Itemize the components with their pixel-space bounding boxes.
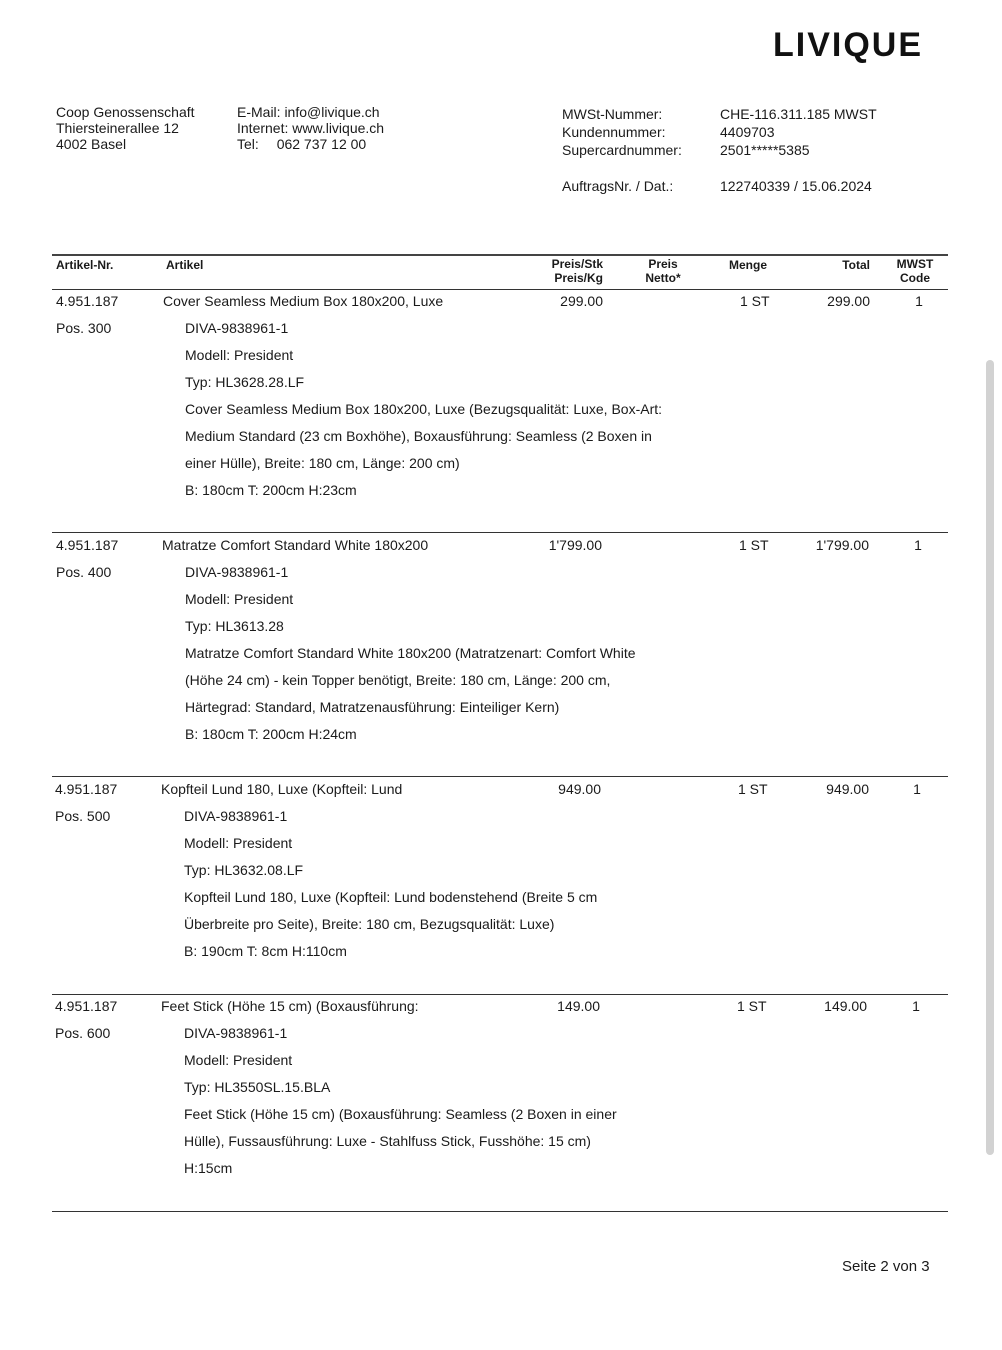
item-total: 299.00	[827, 293, 870, 309]
item-detail: Härtegrad: Standard, Matratzenausführung: Einteiliger Kern)	[185, 699, 560, 715]
item-detail: Modell: President	[185, 591, 294, 607]
table-bottom-rule	[52, 1211, 948, 1212]
item-detail: Typ: HL3632.08.LF	[184, 862, 304, 878]
item-price: 299.00	[560, 293, 603, 309]
item-mwst-code: 1	[913, 781, 921, 797]
address-line: 4002 Basel	[56, 136, 127, 152]
item-detail: Medium Standard (23 cm Boxhöhe), Boxausführung: Seamless (2 Boxen in	[185, 428, 652, 444]
item-detail: Überbreite pro Seite), Breite: 180 cm, Bezugsqualität: Luxe)	[184, 916, 555, 932]
mwst-value: CHE-116.311.185 MWST	[720, 106, 877, 122]
header-artikelnr: Artikel-Nr.	[56, 258, 114, 272]
item-detail: Matratze Comfort Standard White 180x200 (Matratzenart: Comfort White	[185, 645, 636, 661]
artikel-nr: 4.951.187	[56, 293, 119, 309]
header-menge: Menge	[729, 258, 768, 272]
item-detail: einer Hülle), Breite: 180 cm, Länge: 200 cm)	[185, 455, 460, 471]
item-title: Cover Seamless Medium Box 180x200, Luxe	[163, 293, 444, 309]
header-bottom-rule	[52, 289, 948, 290]
header-artikel: Artikel	[166, 258, 204, 272]
scrollbar[interactable]	[986, 360, 994, 1155]
item-detail: Modell: President	[184, 835, 293, 851]
item-mwst-code: 1	[914, 537, 922, 553]
kunde-value: 4409703	[720, 124, 775, 140]
tel-value: 062 737 12 00	[276, 136, 367, 152]
supercard-label: Supercardnummer:	[562, 142, 682, 158]
artikel-nr: 4.951.187	[56, 537, 119, 553]
item-detail: (Höhe 24 cm) - kein Topper benötigt, Breite: 180 cm, Länge: 200 cm,	[185, 672, 611, 688]
item-detail: Modell: President	[184, 1052, 293, 1068]
item-price: 949.00	[558, 781, 601, 797]
item-detail: Hülle), Fussausführung: Luxe - Stahlfuss Stick, Fusshöhe: 15 cm)	[184, 1133, 591, 1149]
header-preis-kg: Preis/Kg	[554, 271, 603, 285]
address-line: Thiersteinerallee 12	[56, 120, 179, 136]
item-price: 1'799.00	[548, 537, 602, 553]
item-detail: DIVA-9838961-1	[185, 564, 289, 580]
item-detail: Typ: HL3613.28	[185, 618, 284, 634]
position: Pos. 300	[56, 320, 112, 336]
contact-internet: Internet: www.livique.ch	[237, 120, 385, 136]
item-detail: DIVA-9838961-1	[184, 1025, 288, 1041]
item-total: 949.00	[826, 781, 869, 797]
item-qty: 1 ST	[739, 537, 769, 553]
item-detail: Typ: HL3550SL.15.BLA	[184, 1079, 331, 1095]
header-mwst-1: MWST	[896, 257, 934, 271]
company-address	[56, 104, 195, 152]
artikel-nr: 4.951.187	[55, 781, 118, 797]
item-detail: Feet Stick (Höhe 15 cm) (Boxausführung: Seamless (2 Boxen in einer	[184, 1106, 617, 1122]
item-mwst-code: 1	[912, 998, 920, 1014]
item-detail: DIVA-9838961-1	[184, 808, 288, 824]
page-number: Seite 2 von 3	[842, 1258, 930, 1275]
supercard-value: 2501*****5385	[720, 142, 810, 158]
header-mwst	[888, 257, 942, 285]
kunde-label: Kundennummer:	[562, 124, 666, 140]
item-qty: 1 ST	[738, 781, 768, 797]
item-detail: Kopfteil Lund 180, Luxe (Kopfteil: Lund bodenstehend (Breite 5 cm	[184, 889, 598, 905]
item-total: 1'799.00	[815, 537, 869, 553]
artikel-nr: 4.951.187	[55, 998, 118, 1014]
contact-tel	[237, 136, 384, 152]
mwst-label: MWSt-Nummer:	[562, 106, 663, 122]
item-detail: B: 180cm T: 200cm H:23cm	[185, 482, 357, 498]
contact-block	[237, 104, 384, 152]
item-qty: 1 ST	[740, 293, 770, 309]
item-price: 149.00	[557, 998, 600, 1014]
item-detail: Cover Seamless Medium Box 180x200, Luxe (Bezugsqualität: Luxe, Box-Art:	[185, 401, 663, 417]
item-total: 149.00	[824, 998, 867, 1014]
position: Pos. 600	[55, 1025, 111, 1041]
item-title: Feet Stick (Höhe 15 cm) (Boxausführung:	[161, 998, 419, 1014]
livique-logo: LIVIQUE	[773, 26, 924, 64]
header-netto-2: Netto*	[645, 271, 681, 285]
table-top-rule	[52, 254, 948, 256]
meta-values	[720, 105, 877, 159]
header-preis-stk: Preis/Stk	[551, 257, 603, 271]
item-detail: H:15cm	[184, 1160, 233, 1176]
meta-labels	[562, 105, 682, 159]
header-mwst-2: Code	[900, 271, 930, 285]
item-qty: 1 ST	[737, 998, 767, 1014]
item-detail: B: 190cm T: 8cm H:110cm	[184, 943, 347, 959]
item-detail: B: 180cm T: 200cm H:24cm	[185, 726, 357, 742]
tel-label: Tel:	[237, 136, 259, 152]
position: Pos. 500	[55, 808, 111, 824]
item-mwst-code: 1	[915, 293, 923, 309]
row-divider	[52, 994, 948, 995]
item-title: Kopfteil Lund 180, Luxe (Kopfteil: Lund	[161, 781, 403, 797]
item-title: Matratze Comfort Standard White 180x200	[162, 537, 429, 553]
row-divider	[52, 532, 948, 533]
item-detail: DIVA-9838961-1	[185, 320, 289, 336]
header-netto	[628, 257, 698, 285]
contact-email: E-Mail: info@livique.ch	[237, 104, 380, 120]
auftrag-value: 122740339 / 15.06.2024	[720, 178, 872, 194]
address-line: Coop Genossenschaft	[56, 104, 195, 120]
auftrag-label: AuftragsNr. / Dat.:	[562, 178, 674, 194]
position: Pos. 400	[56, 564, 112, 580]
header-total: Total	[842, 258, 870, 272]
item-detail: Modell: President	[185, 347, 294, 363]
item-detail: Typ: HL3628.28.LF	[185, 374, 305, 390]
header-netto-1: Preis	[648, 257, 678, 271]
row-divider	[52, 776, 948, 777]
header-preis	[520, 257, 603, 285]
